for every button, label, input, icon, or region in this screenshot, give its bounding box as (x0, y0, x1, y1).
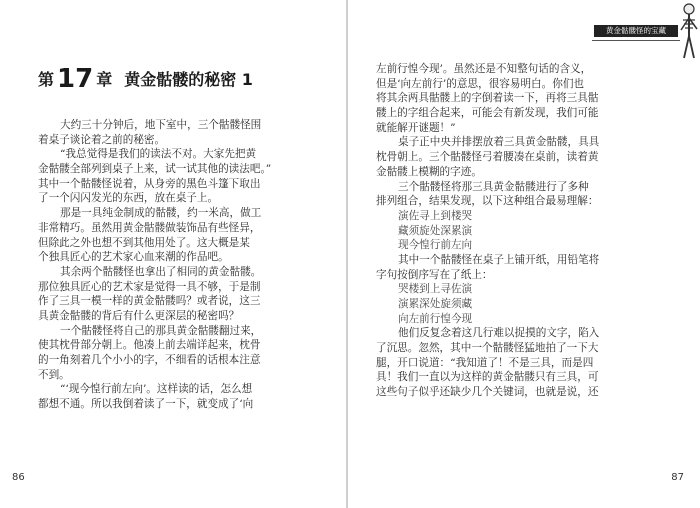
text-line: 金骷髅全部列到桌子上来，试一试其他的读法吧。” (38, 163, 272, 176)
left-page (0, 0, 346, 508)
text-line: 其中一个骷髅怪说着，从身旁的黑色斗篷下取出 (38, 177, 261, 190)
text-line: 具黄金骷髅的背后有什么更深层的秘密吗？ (38, 309, 240, 322)
text-line: 排列组合，结果发现，以下这种组合最易理解： (376, 195, 599, 208)
text-line: 但除此之外也想不到其他用处了。这大概是某 (38, 236, 250, 249)
page-number-right: 87 (671, 472, 684, 483)
chapter-suffix: 章 (96, 70, 113, 89)
text-line: 但是‘向左前行’的意思，很容易明白。你们也 (376, 77, 585, 90)
text-line: 使其枕骨部分朝上。他凑上前去端详起来，枕骨 (38, 339, 261, 352)
chapter-number: 17 (57, 64, 94, 94)
text-line: “我总觉得是我们的读法不对。大家先把黄 (60, 148, 257, 161)
text-line: 了一个闪闪发光的东西，放在桌子上。 (38, 192, 219, 205)
text-line: 都想不通。所以我倒着读了一下，就变成了‘向 (38, 398, 254, 411)
text-line: 藏须旋处深累演 (398, 224, 473, 237)
right-body-text (376, 62, 660, 400)
text-line: 演佐寻上到楼哭 (398, 209, 473, 222)
text-line: 一个骷髅怪将自己的那具黄金骷髅翻过来， (60, 324, 262, 337)
text-line: 了沉思。忽然，其中一个骷髅怪猛地拍了一下大 (376, 342, 599, 355)
running-header: 黄金骷髅怪的宝藏 (594, 25, 678, 37)
left-body-text (38, 118, 310, 412)
text-line: “‘现今惶行前左向’。这样读的话，怎么想 (60, 383, 253, 396)
text-line: 个独具匠心的艺术家心血来潮的作品吧。 (38, 251, 229, 264)
text-line: 金骷髅上模糊的字迹。 (376, 165, 482, 178)
text-line: 那是一具纯金制成的骷髅，约一米高，做工 (60, 207, 262, 220)
text-line: 髅上的字组合起来，可能会有新发现，我们可能 (376, 107, 599, 120)
chapter-title (38, 64, 253, 94)
text-line: 非常精巧。虽然用黄金骷髅做装饰品有些怪异， (38, 221, 261, 234)
text-line: 现今惶行前左向 (398, 239, 473, 252)
text-line: 大约三十分钟后，地下室中，三个骷髅怪围 (60, 119, 262, 131)
text-line: 不到。 (38, 368, 70, 381)
text-line: 那位独具匠心的艺术家是觉得一具不够，于是制 (38, 280, 261, 293)
text-line: 演累深处旋须藏 (398, 298, 473, 310)
text-line: 其中一个骷髅怪在桌子上铺开纸，用铅笔将 (398, 253, 600, 266)
text-line: 的一角刻着几个小小的字，不细看的话根本注意 (38, 354, 261, 366)
page-number-left: 86 (12, 472, 25, 483)
text-line: 桌子正中央并排摆放着三具黄金骷髅，具具 (398, 136, 600, 149)
text-line: 作了三具一模一样的黄金骷髅吗？或者说，这三 (38, 295, 261, 308)
text-line: 着桌子谈论着之前的秘密。 (38, 133, 166, 146)
chapter-prefix: 第 (38, 70, 55, 89)
text-line: 其余两个骷髅怪也拿出了相同的黄金骷髅。 (60, 265, 262, 278)
text-line: 枕骨朝上。三个骷髅怪弓着腰凑在桌前，读着黄 (376, 151, 599, 164)
text-line: 将其余两具骷髅上的字倒着读一下，再将三具骷 (376, 92, 599, 105)
header-rule (592, 40, 680, 41)
text-line: 字句按倒序写在了纸上： (376, 268, 493, 281)
right-page (348, 0, 700, 508)
text-line: 哭楼到上寻佐演 (398, 283, 473, 296)
text-line: 这些句子似乎还缺少几个关键词，也就是说，还 (376, 386, 599, 399)
text-line: 向左前行惶今现 (398, 312, 473, 325)
text-line: 具！我们一直以为这样的黄金骷髅只有三具，可 (376, 371, 599, 384)
chapter-name: 黄金骷髅的秘密 1 (124, 70, 253, 89)
text-line: 左前行惶今现’。虽然还是不知整句话的含义， (376, 63, 592, 75)
text-line: 三个骷髅怪将那三具黄金骷髅进行了多种 (398, 180, 589, 193)
skeleton-figure-icon (678, 2, 700, 62)
text-line: 腿，开口说道：“我知道了！不是三具，而是四 (376, 356, 594, 369)
text-line: 他们反复念着这几行难以捉摸的文字，陷入 (398, 327, 600, 340)
text-line: 就能解开谜题！” (376, 121, 456, 134)
